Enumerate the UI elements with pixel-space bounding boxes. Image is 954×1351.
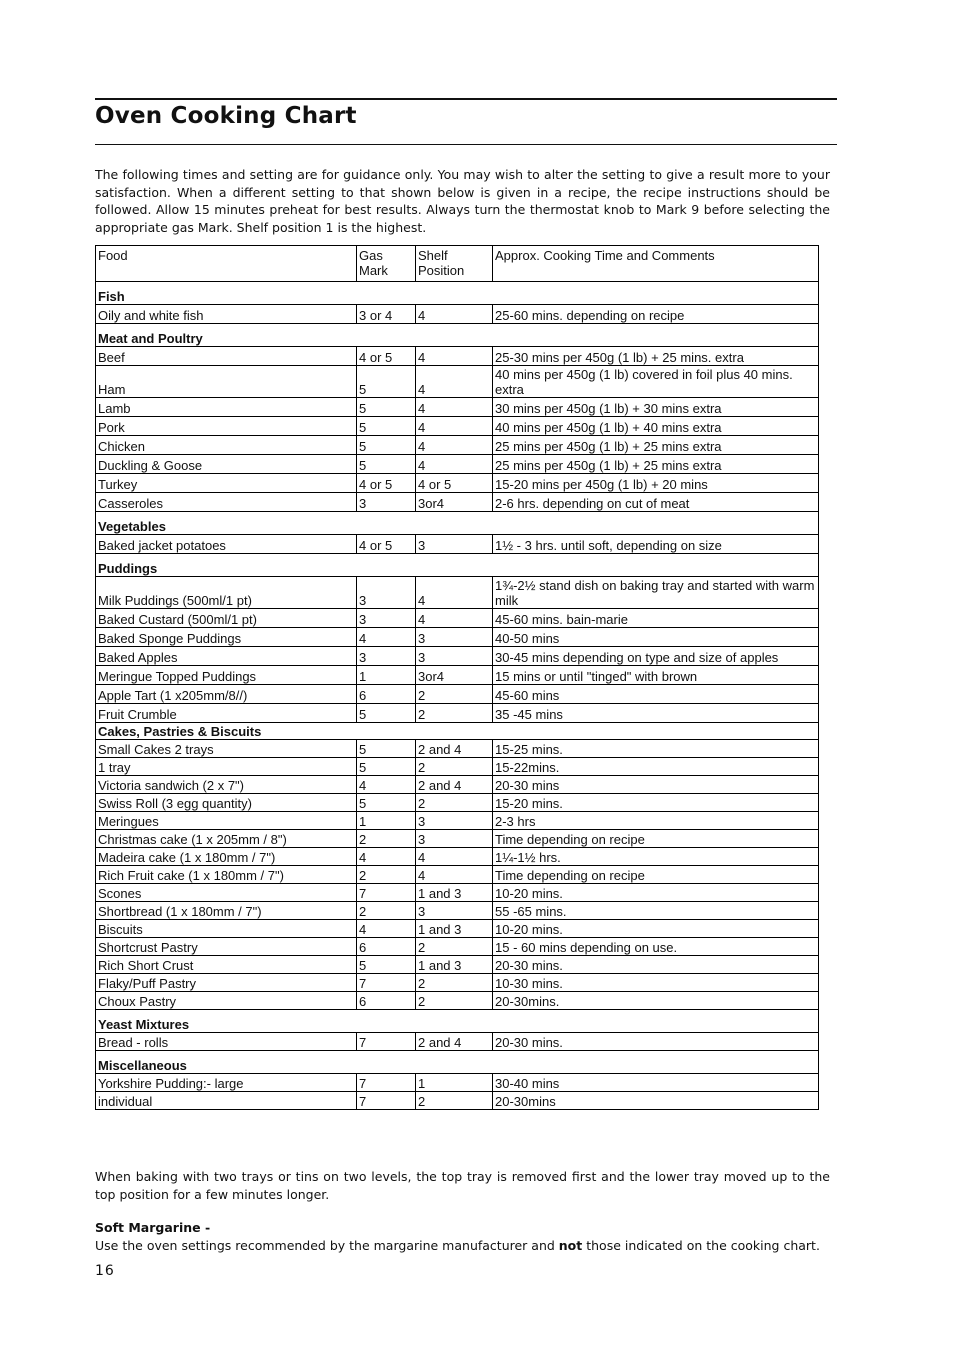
shelf-cell: 3 xyxy=(416,647,493,666)
table-row xyxy=(96,866,819,884)
time-cell: 40-50 mins xyxy=(493,628,819,647)
gas-mark-cell: 5 xyxy=(357,758,416,776)
table-row xyxy=(96,920,819,938)
section-label: Miscellaneous xyxy=(96,1051,819,1074)
food-cell: Shortcrust Pastry xyxy=(96,938,357,956)
table-row xyxy=(96,812,819,830)
shelf-cell: 4 xyxy=(416,609,493,628)
time-cell: Time depending on recipe xyxy=(493,830,819,848)
time-cell: 45-60 mins. bain-marie xyxy=(493,609,819,628)
shelf-cell: 2 xyxy=(416,938,493,956)
time-cell: 15-25 mins. xyxy=(493,740,819,758)
table-row xyxy=(96,830,819,848)
time-cell: 10-20 mins. xyxy=(493,884,819,902)
gas-mark-cell: 4 xyxy=(357,776,416,794)
section-label: Vegetables xyxy=(96,512,819,535)
gas-mark-cell: 5 xyxy=(357,956,416,974)
shelf-cell: 1 and 3 xyxy=(416,884,493,902)
food-cell: Biscuits xyxy=(96,920,357,938)
shelf-cell: 2 and 4 xyxy=(416,740,493,758)
time-cell: Time depending on recipe xyxy=(493,866,819,884)
food-cell: Meringue Topped Puddings xyxy=(96,666,357,685)
table-row xyxy=(96,455,819,474)
gas-mark-cell: 3 xyxy=(357,493,416,512)
section-row xyxy=(96,723,819,740)
gas-mark-cell: 4 or 5 xyxy=(357,474,416,493)
time-cell: 20-30 mins. xyxy=(493,956,819,974)
table-row xyxy=(96,398,819,417)
title-rule-top xyxy=(95,98,837,100)
shelf-cell: 1 xyxy=(416,1074,493,1092)
time-cell: 15-20 mins. xyxy=(493,794,819,812)
food-cell: Christmas cake (1 x 205mm / 8") xyxy=(96,830,357,848)
shelf-cell: 4 xyxy=(416,366,493,398)
shelf-cell: 3or4 xyxy=(416,493,493,512)
shelf-cell: 4 xyxy=(416,305,493,324)
food-cell: Baked jacket potatoes xyxy=(96,535,357,554)
table-row xyxy=(96,647,819,666)
time-cell: 2-3 hrs xyxy=(493,812,819,830)
title-rule-bottom xyxy=(95,144,837,145)
gas-mark-cell: 5 xyxy=(357,366,416,398)
gas-mark-cell: 1 xyxy=(357,812,416,830)
shelf-cell: 2 and 4 xyxy=(416,1033,493,1051)
gas-mark-cell: 2 xyxy=(357,902,416,920)
food-cell: Meringues xyxy=(96,812,357,830)
table-row xyxy=(96,666,819,685)
gas-mark-cell: 5 xyxy=(357,740,416,758)
shelf-cell: 2 xyxy=(416,794,493,812)
page-title: Oven Cooking Chart xyxy=(95,103,357,129)
food-cell: Turkey xyxy=(96,474,357,493)
table-row xyxy=(96,758,819,776)
gas-mark-cell: 5 xyxy=(357,794,416,812)
shelf-cell: 3 xyxy=(416,812,493,830)
soft-margarine-text-bold: not xyxy=(558,1238,583,1253)
gas-mark-cell: 4 or 5 xyxy=(357,535,416,554)
food-cell: Rich Fruit cake (1 x 180mm / 7") xyxy=(96,866,357,884)
table-row xyxy=(96,1074,819,1092)
food-cell: Yorkshire Pudding:- large xyxy=(96,1074,357,1092)
shelf-cell: 2 and 4 xyxy=(416,776,493,794)
time-cell: 30 mins per 450g (1 lb) + 30 mins extra xyxy=(493,398,819,417)
food-cell: 1 tray xyxy=(96,758,357,776)
table-row xyxy=(96,974,819,992)
table-row xyxy=(96,902,819,920)
cooking-chart-table xyxy=(95,245,819,1110)
table-row xyxy=(96,1033,819,1051)
time-cell: 15-22mins. xyxy=(493,758,819,776)
shelf-cell: 3or4 xyxy=(416,666,493,685)
time-cell: 55 -65 mins. xyxy=(493,902,819,920)
time-cell: 20-30mins xyxy=(493,1092,819,1110)
table-row xyxy=(96,956,819,974)
time-cell: 30-40 mins xyxy=(493,1074,819,1092)
gas-mark-cell: 5 xyxy=(357,398,416,417)
time-cell: 15-20 mins per 450g (1 lb) + 20 mins xyxy=(493,474,819,493)
table-row xyxy=(96,992,819,1010)
food-cell: Duckling & Goose xyxy=(96,455,357,474)
shelf-cell: 4 xyxy=(416,398,493,417)
food-cell: Victoria sandwich (2 x 7") xyxy=(96,776,357,794)
section-label: Yeast Mixtures xyxy=(96,1010,819,1033)
gas-mark-cell: 5 xyxy=(357,455,416,474)
soft-margarine-title: Soft Margarine - xyxy=(95,1220,211,1235)
shelf-cell: 4 xyxy=(416,866,493,884)
time-cell: 15 - 60 mins depending on use. xyxy=(493,938,819,956)
food-cell: Casseroles xyxy=(96,493,357,512)
gas-mark-cell: 2 xyxy=(357,830,416,848)
gas-mark-cell: 5 xyxy=(357,436,416,455)
food-cell: Milk Puddings (500ml/1 pt) xyxy=(96,577,357,609)
table-row xyxy=(96,704,819,723)
food-cell: Baked Custard (500ml/1 pt) xyxy=(96,609,357,628)
table-row xyxy=(96,535,819,554)
shelf-cell: 2 xyxy=(416,685,493,704)
gas-mark-cell: 3 xyxy=(357,647,416,666)
shelf-cell: 2 xyxy=(416,758,493,776)
time-cell: 20-30mins. xyxy=(493,992,819,1010)
food-cell: Baked Apples xyxy=(96,647,357,666)
time-cell: 25-30 mins per 450g (1 lb) + 25 mins. extra xyxy=(493,347,819,366)
table-row xyxy=(96,848,819,866)
shelf-cell: 4 xyxy=(416,347,493,366)
section-row xyxy=(96,324,819,347)
table-row xyxy=(96,436,819,455)
gas-mark-cell: 6 xyxy=(357,938,416,956)
food-cell: Chicken xyxy=(96,436,357,455)
section-row xyxy=(96,1051,819,1074)
shelf-cell: 1 and 3 xyxy=(416,956,493,974)
time-cell: 45-60 mins xyxy=(493,685,819,704)
soft-margarine-text-before: Use the oven settings recommended by the margarine manufacturer and xyxy=(95,1238,559,1253)
food-cell: Pork xyxy=(96,417,357,436)
time-cell: 25 mins per 450g (1 lb) + 25 mins extra xyxy=(493,455,819,474)
table-row xyxy=(96,794,819,812)
header-food: Food xyxy=(96,246,357,282)
time-cell: 10-30 mins. xyxy=(493,974,819,992)
gas-mark-cell: 7 xyxy=(357,1092,416,1110)
section-row xyxy=(96,554,819,577)
shelf-cell: 3 xyxy=(416,830,493,848)
shelf-cell: 1 and 3 xyxy=(416,920,493,938)
food-cell: individual xyxy=(96,1092,357,1110)
food-cell: Bread - rolls xyxy=(96,1033,357,1051)
food-cell: Flaky/Puff Pastry xyxy=(96,974,357,992)
time-cell: 1¾-2½ stand dish on baking tray and started with warm milk xyxy=(493,577,819,609)
gas-mark-cell: 3 xyxy=(357,609,416,628)
food-cell: Apple Tart (1 x205mm/8//) xyxy=(96,685,357,704)
gas-mark-cell: 3 xyxy=(357,577,416,609)
time-cell: 1¼-1½ hrs. xyxy=(493,848,819,866)
time-cell: 35 -45 mins xyxy=(493,704,819,723)
shelf-cell: 4 xyxy=(416,848,493,866)
section-row xyxy=(96,282,819,305)
gas-mark-cell: 4 xyxy=(357,920,416,938)
food-cell: Madeira cake (1 x 180mm / 7") xyxy=(96,848,357,866)
time-cell: 25-60 mins. depending on recipe xyxy=(493,305,819,324)
table-row xyxy=(96,474,819,493)
section-label: Puddings xyxy=(96,554,819,577)
table-row xyxy=(96,366,819,398)
header-shelf-position: Shelf Position xyxy=(416,246,493,282)
table-row xyxy=(96,776,819,794)
food-cell: Baked Sponge Puddings xyxy=(96,628,357,647)
gas-mark-cell: 7 xyxy=(357,1033,416,1051)
section-row xyxy=(96,1010,819,1033)
shelf-cell: 4 xyxy=(416,417,493,436)
table-row xyxy=(96,609,819,628)
gas-mark-cell: 4 xyxy=(357,848,416,866)
time-cell: 20-30 mins. xyxy=(493,1033,819,1051)
shelf-cell: 3 xyxy=(416,535,493,554)
time-cell: 20-30 mins xyxy=(493,776,819,794)
food-cell: Oily and white fish xyxy=(96,305,357,324)
time-cell: 2-6 hrs. depending on cut of meat xyxy=(493,493,819,512)
shelf-cell: 2 xyxy=(416,974,493,992)
time-cell: 25 mins per 450g (1 lb) + 25 mins extra xyxy=(493,436,819,455)
page-number: 16 xyxy=(95,1263,115,1279)
shelf-cell: 4 xyxy=(416,455,493,474)
table-row xyxy=(96,740,819,758)
gas-mark-cell: 5 xyxy=(357,704,416,723)
header-cooking-time: Approx. Cooking Time and Comments xyxy=(493,246,819,282)
table-row xyxy=(96,628,819,647)
shelf-cell: 4 or 5 xyxy=(416,474,493,493)
table-row xyxy=(96,884,819,902)
shelf-cell: 4 xyxy=(416,436,493,455)
food-cell: Shortbread (1 x 180mm / 7") xyxy=(96,902,357,920)
table-header-row xyxy=(96,246,819,282)
shelf-cell: 3 xyxy=(416,628,493,647)
table-row xyxy=(96,417,819,436)
table-row xyxy=(96,1092,819,1110)
food-cell: Scones xyxy=(96,884,357,902)
gas-mark-cell: 5 xyxy=(357,417,416,436)
gas-mark-cell: 7 xyxy=(357,884,416,902)
gas-mark-cell: 4 or 5 xyxy=(357,347,416,366)
food-cell: Ham xyxy=(96,366,357,398)
shelf-cell: 2 xyxy=(416,1092,493,1110)
food-cell: Lamb xyxy=(96,398,357,417)
gas-mark-cell: 4 xyxy=(357,628,416,647)
time-cell: 40 mins per 450g (1 lb) covered in foil plus 40 mins. extra xyxy=(493,366,819,398)
time-cell: 10-20 mins. xyxy=(493,920,819,938)
intro-paragraph: The following times and setting are for guidance only. You may wish to alter the setting to give a result more to your satisfaction. When a different setting to that shown below is given in a recipe, the recipe instructions should be followed. Allow 15 minutes preheat for best results. Always turn the thermostat knob to Mark 9 before selecting the appropriate gas Mark. Shelf position 1 is the highest. xyxy=(95,167,830,235)
table-row xyxy=(96,938,819,956)
section-label: Fish xyxy=(96,282,819,305)
table-row xyxy=(96,347,819,366)
gas-mark-cell: 1 xyxy=(357,666,416,685)
section-label: Meat and Poultry xyxy=(96,324,819,347)
gas-mark-cell: 6 xyxy=(357,992,416,1010)
section-row xyxy=(96,512,819,535)
table-row xyxy=(96,305,819,324)
table-row xyxy=(96,685,819,704)
time-cell: 1½ - 3 hrs. until soft, depending on size xyxy=(493,535,819,554)
gas-mark-cell: 3 or 4 xyxy=(357,305,416,324)
food-cell: Rich Short Crust xyxy=(96,956,357,974)
gas-mark-cell: 6 xyxy=(357,685,416,704)
soft-margarine-text-after: those indicated on the cooking chart. xyxy=(582,1238,820,1253)
two-trays-note: When baking with two trays or tins on two levels, the top tray is removed first and the lower tray moved up to the top position for a few minutes longer. xyxy=(95,1169,830,1202)
gas-mark-cell: 2 xyxy=(357,866,416,884)
food-cell: Fruit Crumble xyxy=(96,704,357,723)
time-cell: 15 mins or until "tinged" with brown xyxy=(493,666,819,685)
shelf-cell: 3 xyxy=(416,902,493,920)
food-cell: Swiss Roll (3 egg quantity) xyxy=(96,794,357,812)
table-row xyxy=(96,577,819,609)
gas-mark-cell: 7 xyxy=(357,1074,416,1092)
shelf-cell: 4 xyxy=(416,577,493,609)
food-cell: Small Cakes 2 trays xyxy=(96,740,357,758)
time-cell: 30-45 mins depending on type and size of apples xyxy=(493,647,819,666)
header-gas-mark: Gas Mark xyxy=(357,246,416,282)
soft-margarine-text xyxy=(95,1237,820,1254)
shelf-cell: 2 xyxy=(416,992,493,1010)
time-cell: 40 mins per 450g (1 lb) + 40 mins extra xyxy=(493,417,819,436)
shelf-cell: 2 xyxy=(416,704,493,723)
gas-mark-cell: 7 xyxy=(357,974,416,992)
food-cell: Beef xyxy=(96,347,357,366)
table-row xyxy=(96,493,819,512)
section-label: Cakes, Pastries & Biscuits xyxy=(96,723,819,740)
food-cell: Choux Pastry xyxy=(96,992,357,1010)
